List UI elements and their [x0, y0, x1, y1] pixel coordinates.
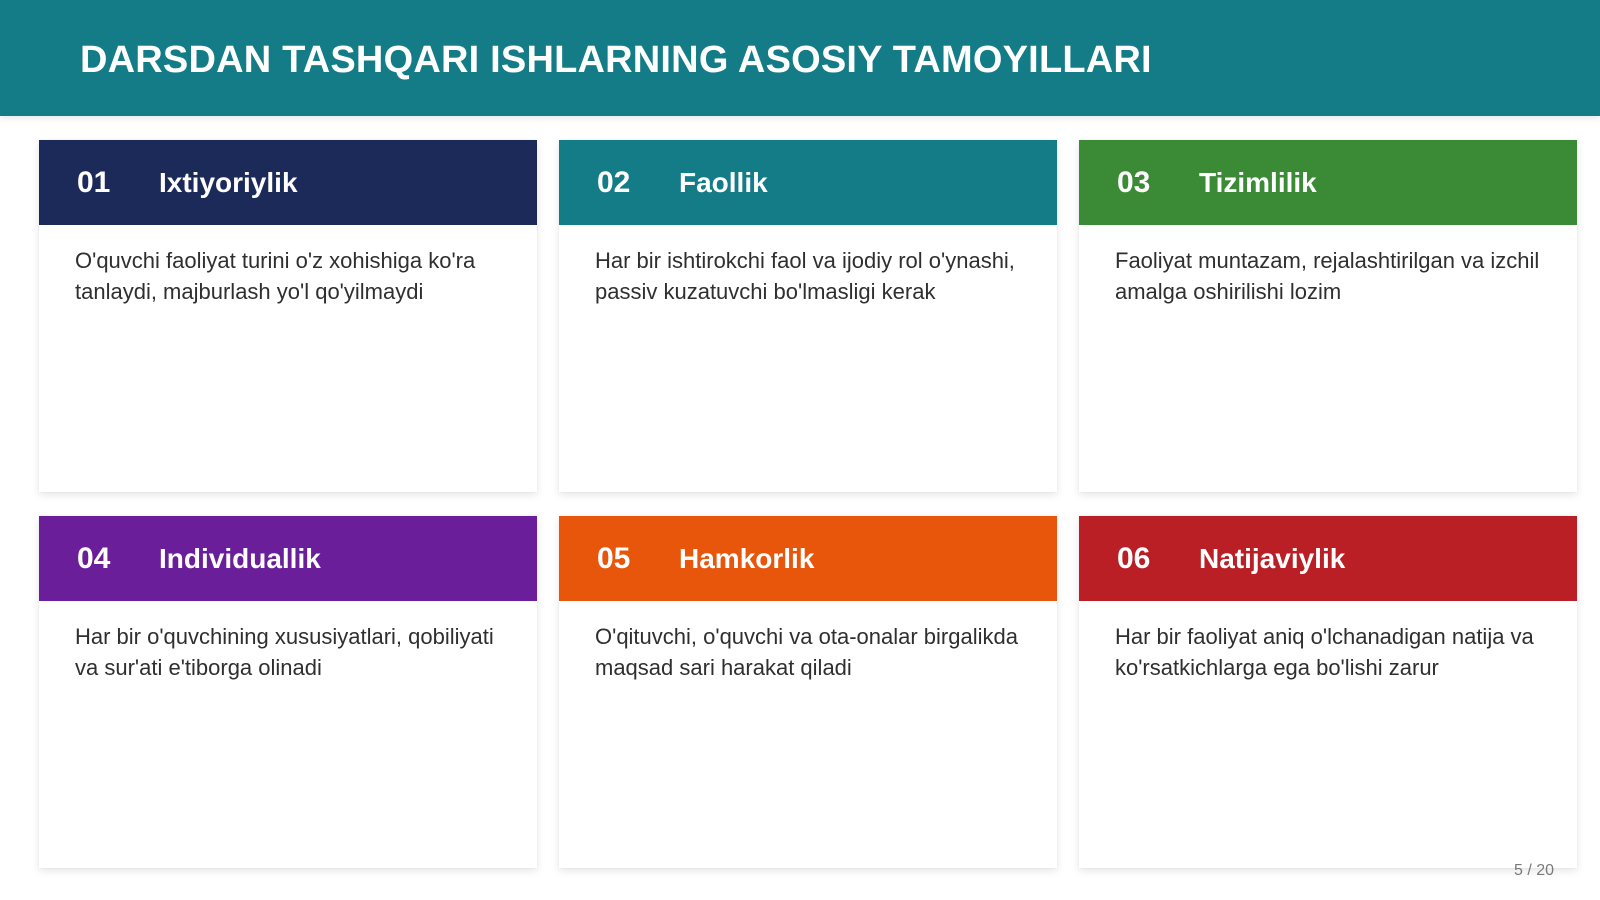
- principle-card-individuallik: [39, 516, 537, 868]
- principle-card-ixtiyoriylik: [39, 140, 537, 492]
- card-number: 05: [597, 541, 631, 575]
- principles-grid: [39, 140, 1578, 868]
- page-title: DARSDAN TASHQARI ISHLARNING ASOSIY TAMOYILLARI: [80, 39, 1152, 81]
- card-header: [39, 516, 537, 601]
- card-header: [559, 140, 1057, 225]
- card-title: Ixtiyoriylik: [159, 166, 298, 198]
- card-title: Hamkorlik: [679, 542, 815, 574]
- card-title: Individuallik: [159, 542, 321, 574]
- card-header: [1079, 516, 1577, 601]
- card-header: [39, 140, 537, 225]
- card-header: [1079, 140, 1577, 225]
- page-indicator: 5 / 20: [1513, 862, 1554, 879]
- card-description: O'qituvchi, o'quvchi va ota-onalar birgalikda maqsad sari harakat qiladi: [595, 624, 1018, 680]
- card-title: Tizimlilik: [1199, 166, 1317, 198]
- card-header: [559, 516, 1057, 601]
- card-description: Har bir ishtirokchi faol va ijodiy rol o'ynashi, passiv kuzatuvchi bo'lmasligi kerak: [595, 248, 1015, 304]
- header-bar: [0, 0, 1600, 116]
- card-description: Har bir faoliyat aniq o'lchanadigan natija va ko'rsatkichlarga ega bo'lishi zarur: [1115, 624, 1534, 680]
- principle-card-natijaviylik: [1079, 516, 1577, 868]
- card-number: 02: [597, 165, 631, 199]
- card-description: Faoliyat muntazam, rejalashtirilgan va izchil amalga oshirilishi lozim: [1115, 248, 1540, 304]
- principle-card-tizimlilik: [1079, 140, 1577, 492]
- card-number: 06: [1117, 541, 1151, 575]
- principle-card-hamkorlik: [559, 516, 1057, 868]
- principle-card-faollik: [559, 140, 1057, 492]
- card-description: O'quvchi faoliyat turini o'z xohishiga ko'ra tanlaydi, majburlash yo'l qo'yilmaydi: [75, 248, 476, 304]
- card-number: 01: [77, 165, 111, 199]
- card-number: 03: [1117, 165, 1151, 199]
- card-title: Natijaviylik: [1199, 542, 1346, 574]
- card-number: 04: [77, 541, 111, 575]
- card-description: Har bir o'quvchining xususiyatlari, qobiliyati va sur'ati e'tiborga olinadi: [75, 624, 494, 680]
- card-title: Faollik: [679, 166, 768, 198]
